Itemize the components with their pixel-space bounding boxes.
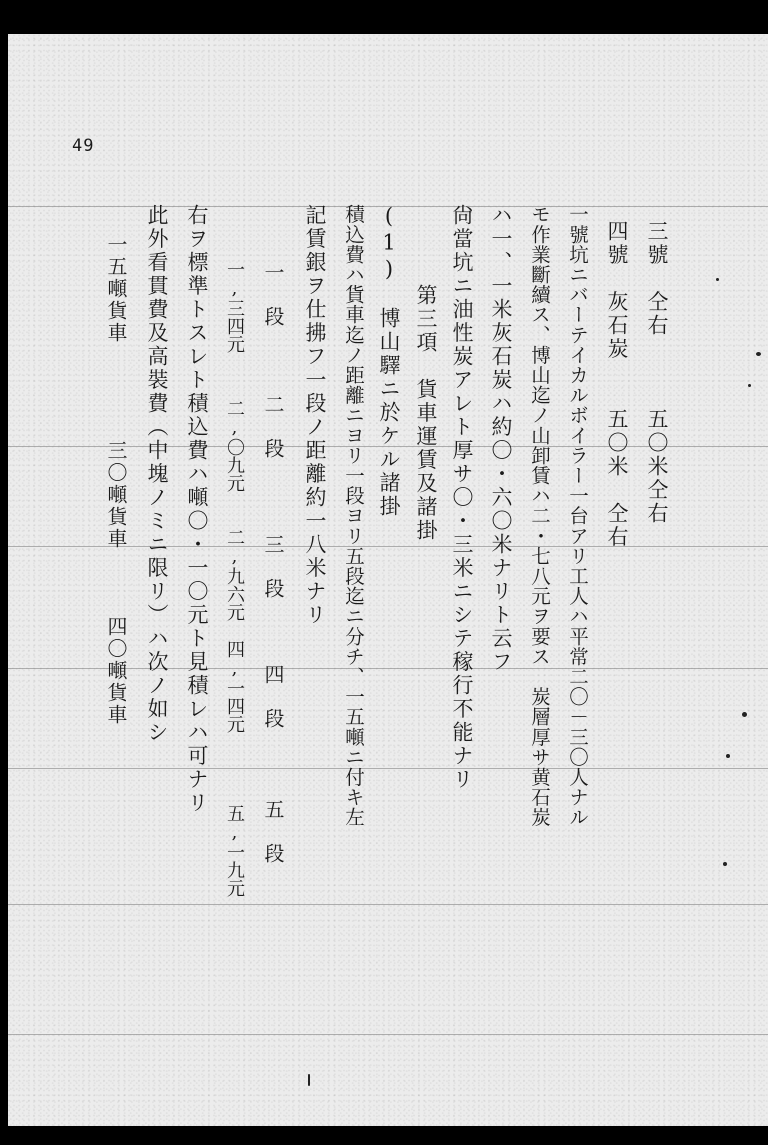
tier-header: 四 段 — [261, 664, 285, 730]
tier-fee: 四,一四元 — [224, 640, 245, 733]
scan-speck — [748, 384, 751, 387]
scan-speck — [742, 712, 747, 717]
text-column: 記賃銀ヲ仕拂フ一段ノ距離約一八米ナリ — [303, 204, 327, 627]
tier-fee: 五,一九元 — [224, 804, 245, 897]
text-column: 尙當坑ニ油性炭アレト厚サ〇・三米ニシテ稼行不能ナリ — [450, 204, 474, 792]
ruled-line — [8, 1034, 768, 1035]
document-page — [8, 34, 768, 1126]
scan-speck — [726, 754, 730, 758]
sub-heading: (1) 博山驛ニ於ケル諸掛 — [377, 204, 401, 519]
text-column: 積込費ハ貨車迄ノ距離ニヨリ一段ヨリ五段迄ニ分チ、一五噸ニ付キ左 — [342, 204, 365, 828]
text-column: 四號 灰石炭 五〇米 仝右 — [605, 220, 629, 549]
tier-fee: 二,〇九元 — [224, 399, 245, 492]
scan-speck — [723, 862, 727, 866]
ruled-line — [8, 768, 768, 769]
text-column: 右ヲ標準トスレト積込費ハ噸〇・一〇元ト見積レハ可ナリ — [185, 204, 209, 815]
wagon-type: 四〇噸貨車 — [104, 616, 128, 726]
tier-header: 五 段 — [261, 799, 285, 865]
wagon-type: 三〇噸貨車 — [104, 440, 128, 550]
wagon-type: 一五噸貨車 — [104, 234, 128, 344]
text-column: モ作業斷續ス、博山迄ノ山卸賃ハ二・七八元ヲ要ス 炭層厚サ黄石炭 — [528, 204, 551, 828]
ruled-line — [8, 904, 768, 905]
text-column: 一號坑ニバーテイカルボイラー一台アリ工人ハ平常二〇－三〇人ナル — [566, 204, 589, 828]
scan-speck — [756, 352, 761, 356]
text-column: 三號 仝右 五〇米仝右 — [645, 220, 669, 526]
text-column: 此外看貫費及高裝費（中塊ノミニ限リ）ハ次ノ如シ — [145, 204, 169, 745]
tier-fee: 一,三四元 — [224, 260, 245, 353]
scan-speck — [716, 278, 719, 281]
tier-header: 二 段 — [261, 394, 285, 460]
tier-header: 一 段 — [261, 262, 285, 328]
tier-header: 三 段 — [261, 534, 285, 600]
scan-speck — [308, 1074, 310, 1086]
tier-fee: 二,九六元 — [224, 528, 245, 621]
text-column: ハ一、一米灰石炭ハ約〇・六〇米ナリト云フ — [489, 204, 513, 674]
page-number: 49 — [72, 136, 95, 156]
section-heading: 第三項 貨車運賃及諸掛 — [414, 284, 438, 543]
